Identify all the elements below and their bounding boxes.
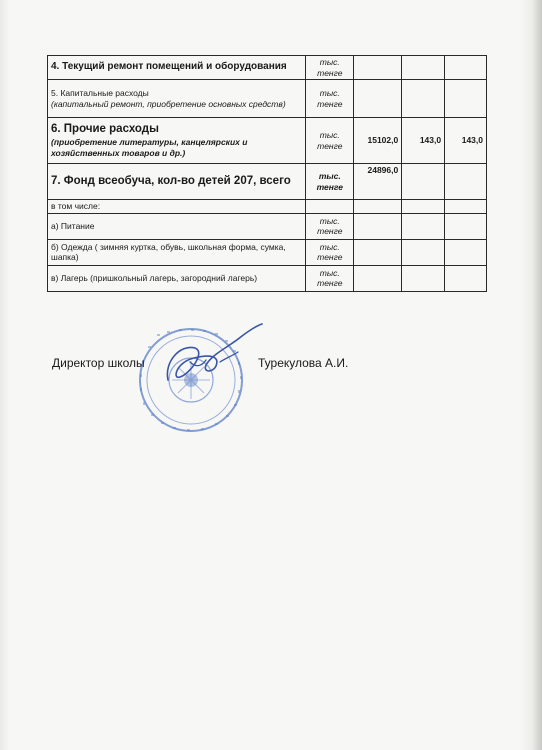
unit-cell: тыс. тенге [306,265,354,291]
value-cell [402,200,445,214]
table-row [48,239,487,265]
value-cell [354,239,402,265]
unit-cell: тыс. тенге [306,118,354,164]
value-cell [445,56,487,80]
value-cell: 15102,0 [354,118,402,164]
value-cell [445,265,487,291]
value-cell: 143,0 [402,118,445,164]
table-row [48,265,487,291]
value-cell [402,239,445,265]
table-row [48,164,487,200]
value-cell [354,265,402,291]
value-cell [354,80,402,118]
table-row [48,118,487,164]
unit-cell: тыс. тенге [306,164,354,200]
table-row [48,200,487,214]
director-title: Директор школы [52,356,145,370]
row-label-cell [48,265,306,291]
row-label: 7. Фонд всеобуча, кол-во детей 207, всего [51,174,291,187]
table-row [48,213,487,239]
row-label: в том числе: [51,201,101,212]
row-label: 5. Капитальные расходы [51,88,149,99]
row-label: 6. Прочие расходы [51,123,159,136]
unit-cell: тыс. тенге [306,213,354,239]
value-cell [445,239,487,265]
table-row [48,56,487,80]
value-cell [354,213,402,239]
row-label-cell [48,118,306,164]
row-sublabel: (капитальный ремонт, приобретение основных средств) [51,98,286,109]
unit-cell [306,200,354,214]
value-cell [402,213,445,239]
page-edge-shadow [532,0,542,750]
row-label-cell [48,56,306,80]
row-label-cell [48,164,306,200]
unit-cell: тыс. тенге [306,80,354,118]
row-label-cell [48,80,306,118]
value-cell [445,80,487,118]
row-label-cell [48,239,306,265]
value-cell [445,164,487,200]
value-cell [445,200,487,214]
value-cell [354,200,402,214]
row-label: а) Питание [51,221,95,232]
table-row [48,80,487,118]
value-cell: 24896,0 [354,164,402,200]
director-name: Турекулова А.И. [258,356,349,370]
value-cell [402,56,445,80]
budget-table [47,55,487,292]
unit-cell: тыс. тенге [306,239,354,265]
value-cell [354,56,402,80]
value-cell [402,164,445,200]
row-label-cell [48,200,306,214]
value-cell [445,213,487,239]
row-label: б) Одежда ( зимняя куртка, обувь, школьная форма, сумка, шапка) [51,241,286,263]
director-signature [150,322,270,397]
row-label: в) Лагерь (пришкольный лагерь, загородний лагерь) [51,273,258,284]
value-cell: 143,0 [445,118,487,164]
row-sublabel: (приобретение литературы, канцелярских и хозяйственных товаров и др.) [51,137,248,158]
row-label: 4. Текущий ремонт помещений и оборудования [51,61,287,73]
value-cell [402,265,445,291]
value-cell [402,80,445,118]
unit-cell: тыс. тенге [306,56,354,80]
row-label-cell [48,213,306,239]
